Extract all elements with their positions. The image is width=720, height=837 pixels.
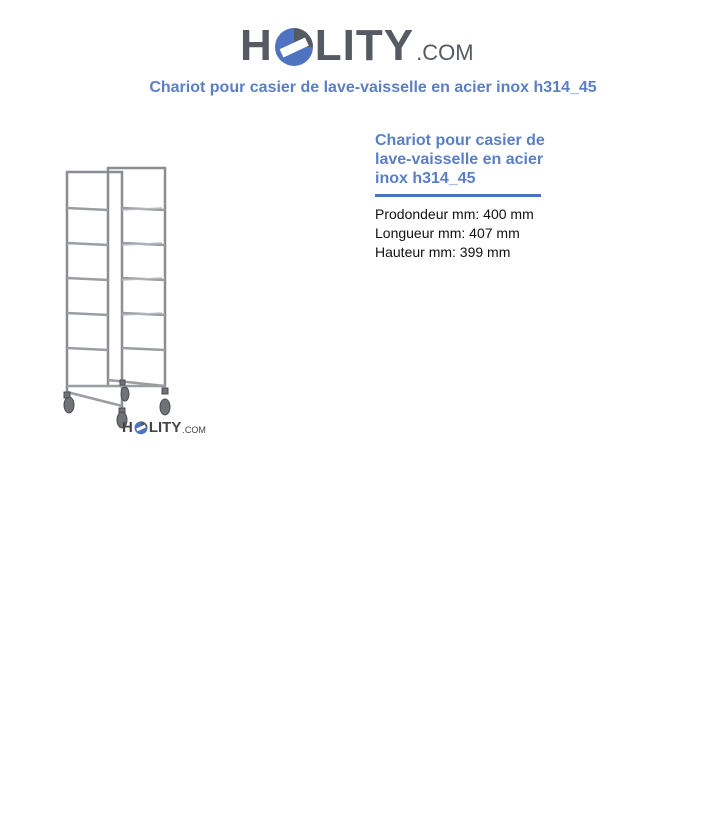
logo-letter-h: H <box>240 21 273 70</box>
watermark-letter-h: H <box>122 419 133 436</box>
spec-height: Hauteur mm: 399 mm <box>375 244 511 260</box>
logo-suffix: .COM <box>416 40 474 65</box>
spec-length: Longueur mm: 407 mm <box>375 225 520 241</box>
watermark-o-icon <box>134 420 148 435</box>
product-title: Chariot pour casier de lave-vaisselle en acier inox h314_45 <box>375 132 545 187</box>
watermark-suffix: .COM <box>182 425 206 435</box>
watermark-wordmark <box>122 420 181 435</box>
product-specs <box>375 205 534 262</box>
title-divider <box>375 194 541 197</box>
logo-letters-lity: LITY <box>314 21 415 70</box>
page-title: Chariot pour casier de lave-vaisselle en acier inox h314_45 <box>149 79 597 96</box>
logo-wordmark <box>240 21 415 70</box>
watermark-letters-lity: LITY <box>148 419 182 436</box>
spec-depth: Prodondeur mm: 400 mm <box>375 206 534 222</box>
watermark-logo <box>122 420 206 435</box>
logo-o-icon <box>274 24 314 68</box>
site-logo[interactable] <box>240 12 490 68</box>
product-image <box>52 158 212 443</box>
